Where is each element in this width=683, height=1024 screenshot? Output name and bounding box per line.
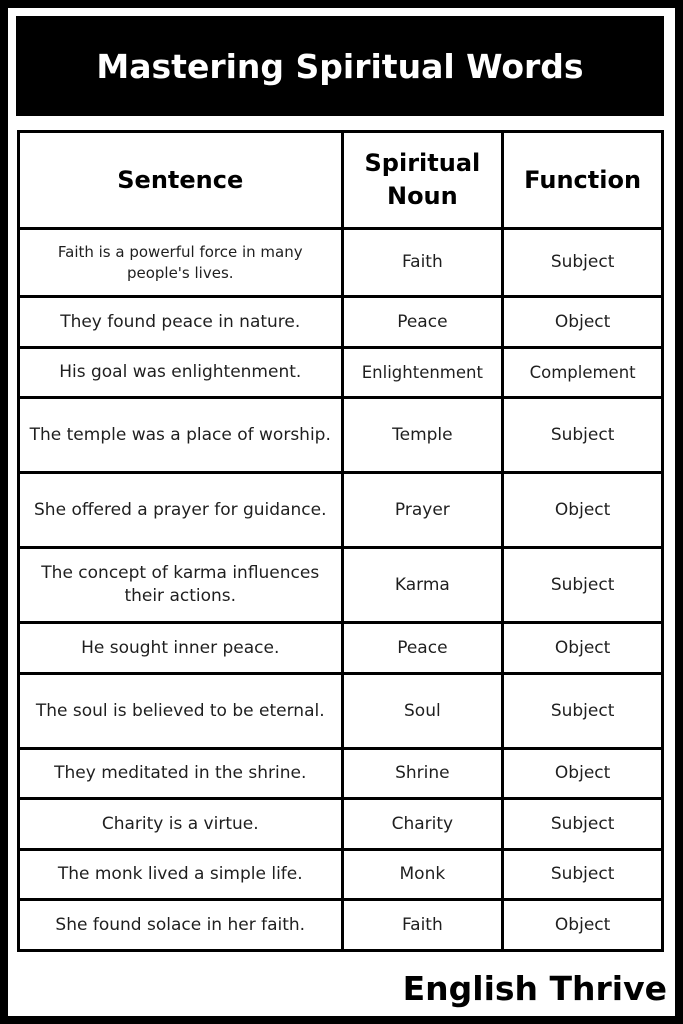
sentence-cell: The soul is believed to be eternal. xyxy=(19,674,343,749)
column-header-function: Function xyxy=(503,132,663,229)
table-row xyxy=(19,674,663,749)
noun-cell: Faith xyxy=(342,229,503,297)
table-row xyxy=(19,548,663,623)
table-header-row xyxy=(19,132,663,229)
table-row xyxy=(19,623,663,674)
function-cell: Complement xyxy=(503,348,663,398)
noun-cell: Enlightenment xyxy=(342,348,503,398)
sentence-cell: The temple was a place of worship. xyxy=(19,398,343,473)
noun-cell: Karma xyxy=(342,548,503,623)
function-cell: Subject xyxy=(503,850,663,900)
sentence-cell: They found peace in nature. xyxy=(19,297,343,348)
column-header-spiritual-noun: Spiritual Noun xyxy=(342,132,503,229)
table-row xyxy=(19,749,663,799)
noun-cell: Charity xyxy=(342,799,503,850)
noun-cell: Soul xyxy=(342,674,503,749)
noun-cell: Monk xyxy=(342,850,503,900)
function-cell: Object xyxy=(503,623,663,674)
page-title: Mastering Spiritual Words xyxy=(16,16,664,116)
function-cell: Object xyxy=(503,473,663,548)
sentence-cell: They meditated in the shrine. xyxy=(19,749,343,799)
noun-cell: Faith xyxy=(342,900,503,951)
spiritual-words-table xyxy=(17,130,664,952)
sentence-cell: Charity is a virtue. xyxy=(19,799,343,850)
function-cell: Object xyxy=(503,297,663,348)
function-cell: Object xyxy=(503,900,663,951)
sentence-cell: The monk lived a simple life. xyxy=(19,850,343,900)
function-cell: Subject xyxy=(503,229,663,297)
sentence-cell: He sought inner peace. xyxy=(19,623,343,674)
function-cell: Subject xyxy=(503,674,663,749)
function-cell: Subject xyxy=(503,398,663,473)
sentence-cell: She offered a prayer for guidance. xyxy=(19,473,343,548)
sentence-cell: His goal was enlightenment. xyxy=(19,348,343,398)
noun-cell: Shrine xyxy=(342,749,503,799)
noun-cell: Temple xyxy=(342,398,503,473)
table-row xyxy=(19,297,663,348)
function-cell: Subject xyxy=(503,548,663,623)
sentence-cell: The concept of karma influences their actions. xyxy=(19,548,343,623)
noun-cell: Prayer xyxy=(342,473,503,548)
table-row xyxy=(19,473,663,548)
function-cell: Subject xyxy=(503,799,663,850)
column-header-sentence: Sentence xyxy=(19,132,343,229)
sentence-cell: She found solace in her faith. xyxy=(19,900,343,951)
noun-cell: Peace xyxy=(342,297,503,348)
table-row xyxy=(19,398,663,473)
brand-name: English Thrive xyxy=(402,968,667,1008)
sentence-cell: Faith is a powerful force in many people's lives. xyxy=(19,229,343,297)
noun-cell: Peace xyxy=(342,623,503,674)
table-row xyxy=(19,348,663,398)
table-row xyxy=(19,900,663,951)
table-row xyxy=(19,799,663,850)
table-row xyxy=(19,850,663,900)
table-row xyxy=(19,229,663,297)
function-cell: Object xyxy=(503,749,663,799)
